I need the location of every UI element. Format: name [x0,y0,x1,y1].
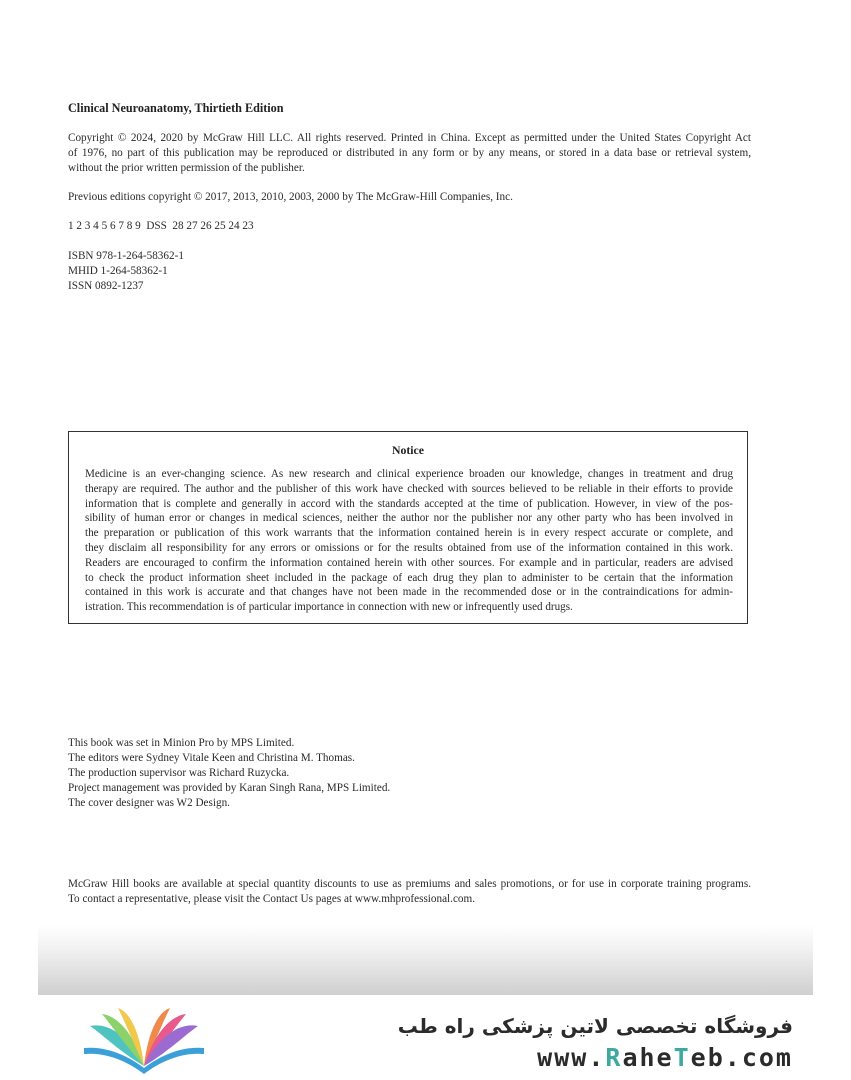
notice-line: information that is complete and generally in accord with the standards accepted at the time of publication. However, in view of the pos- [85,497,733,510]
credit-line: This book was set in Minion Pro by MPS Limited. [68,737,295,749]
credit-line: The cover designer was W2 Design. [68,797,230,809]
print-line [68,219,751,234]
notice-body [85,467,733,615]
notice-line: istration. This recommendation is of particular importance in connection with new or infrequently used drugs. [85,601,573,614]
notice-line: the preparation or publication of this work warrants that the information contained herein is in every respect accurate or complete, and [85,527,733,540]
mhid: MHID 1-264-58362-1 [68,265,168,277]
copyright-line: without the prior written permission of the publisher. [68,162,305,174]
previous-editions [68,190,751,205]
page-shadow [38,925,813,995]
sales-info [68,877,751,907]
identifiers [68,249,751,294]
credit-line: The production supervisor was Richard Ruzycka. [68,767,290,779]
url-part: .com [724,1043,793,1072]
print-line-text: 1 2 3 4 5 6 7 8 9 DSS 28 27 26 25 24 23 [68,220,254,232]
url-part: R [605,1043,623,1072]
production-credits [68,736,751,811]
sales-line: To contact a representative, please visit the Contact Us pages at www.mhprofessional.com. [68,893,476,905]
sales-line: McGraw Hill books are available at special quantity discounts to use as premiums and sales promotions, or for use in corporate training programs. [68,878,751,890]
notice-line: to check the product information sheet included in the package of each drug they plan to administer to be certain that the information [85,571,733,584]
notice-title: Notice [391,443,425,457]
store-name: فروشگاه تخصصی لاتین پزشکی راه طب [397,1014,793,1038]
notice-line: contained in this work is accurate and that changes have not been made in the recommended dose or in the contraindications for admin- [85,586,733,599]
notice-line: Medicine is an ever-changing science. As new research and clinical experience broaden our knowledge, changes in treatment and drug [85,468,733,480]
url-part: eb [690,1043,725,1072]
url-part: www. [537,1043,606,1072]
raheteb-book-logo-icon [80,1008,208,1079]
notice-line: sibility of human error or changes in medical sciences, neither the author nor the publisher nor any other party who has been involved in [85,512,733,525]
copyright-line: of 1976, no part of this publication may be reproduced or distributed in any form or by any means, or stored in a data base or retrieval system, [68,147,751,159]
notice-line: therapy are required. The author and the publisher of this work have checked with sources believed to be reliable in their efforts to provide [85,482,733,495]
issn: ISSN 0892-1237 [68,280,144,292]
copyright-line: Copyright © 2024, 2020 by McGraw Hill LLC. All rights reserved. Printed in China. Except as permitted under the United States Copyright Act [68,132,751,144]
isbn: ISBN 978-1-264-58362-1 [68,250,184,262]
book-title: Clinical Neuroanatomy, Thirtieth Edition [68,101,284,115]
url-part: ahe [622,1043,674,1072]
notice-line: they disclaim all responsibility for any errors or omissions or for the results obtained from use of the information contained in this work. [85,541,733,554]
notice-line: Readers are encouraged to confirm the information contained herein with other sources. For example and in particular, readers are advised [85,556,733,569]
credit-line: The editors were Sydney Vitale Keen and Christina M. Thomas. [68,752,355,764]
url-part: T [673,1043,691,1072]
copyright-paragraph [68,131,751,176]
credit-line: Project management was provided by Karan Singh Rana, MPS Limited. [68,782,391,794]
notice-box [68,431,748,624]
store-url [537,1043,793,1072]
previous-editions-text: Previous editions copyright © 2017, 2013, 2010, 2003, 2000 by The McGraw-Hill Companies, Inc. [68,191,513,203]
